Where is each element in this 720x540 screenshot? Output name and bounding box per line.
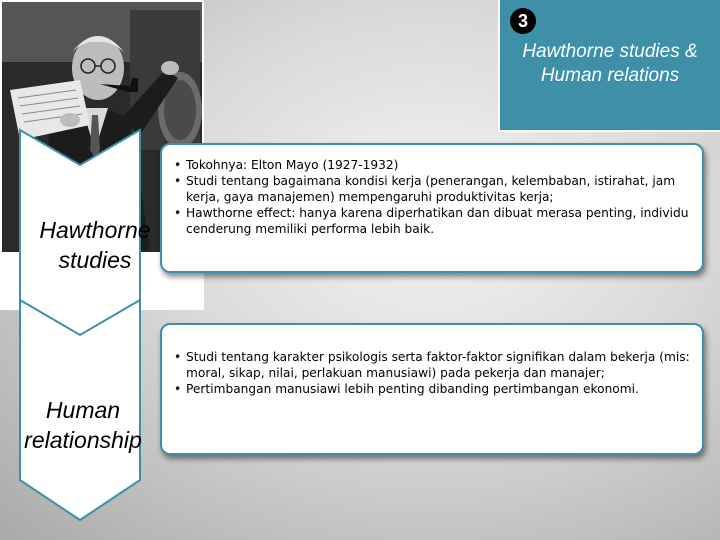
section-label-line2: studies [58, 247, 132, 273]
slide-title: Hawthorne studies & Human relations [522, 41, 698, 86]
section-label-line1: Hawthorne [39, 217, 151, 243]
bullet-item: • Studi tentang karakter psikologis serta faktor-faktor signifikan dalam bekerja (mis: moral, sikap, nilai, perlakuan manusiawi) pada pekerja dan manajer; [174, 349, 692, 381]
number-badge: 3 [510, 8, 536, 34]
section-label-hawthorne [20, 215, 170, 275]
section-label-line2: relationship [24, 427, 142, 453]
bullet-list [174, 157, 692, 237]
hawthorne-content-box [160, 143, 704, 273]
section-label-human [6, 395, 160, 455]
bullet-item: • Studi tentang bagaimana kondisi kerja (penerangan, kelembaban, istirahat, jam kerja, gaya manajemen) mempengaruhi produktivitas kerja; [174, 173, 692, 205]
bullet-list [174, 349, 692, 397]
bullet-item: • Tokohnya: Elton Mayo (1927-1932) [174, 157, 692, 173]
bullet-item: • Hawthorne effect: hanya karena diperhatikan dan dibuat merasa penting, individu cenderung memiliki performa lebih baik. [174, 205, 692, 237]
section-label-line1: Human [45, 397, 121, 423]
human-relations-content-box [160, 323, 704, 455]
bullet-item: • Pertimbangan manusiawi lebih penting dibanding pertimbangan ekonomi. [174, 381, 692, 397]
